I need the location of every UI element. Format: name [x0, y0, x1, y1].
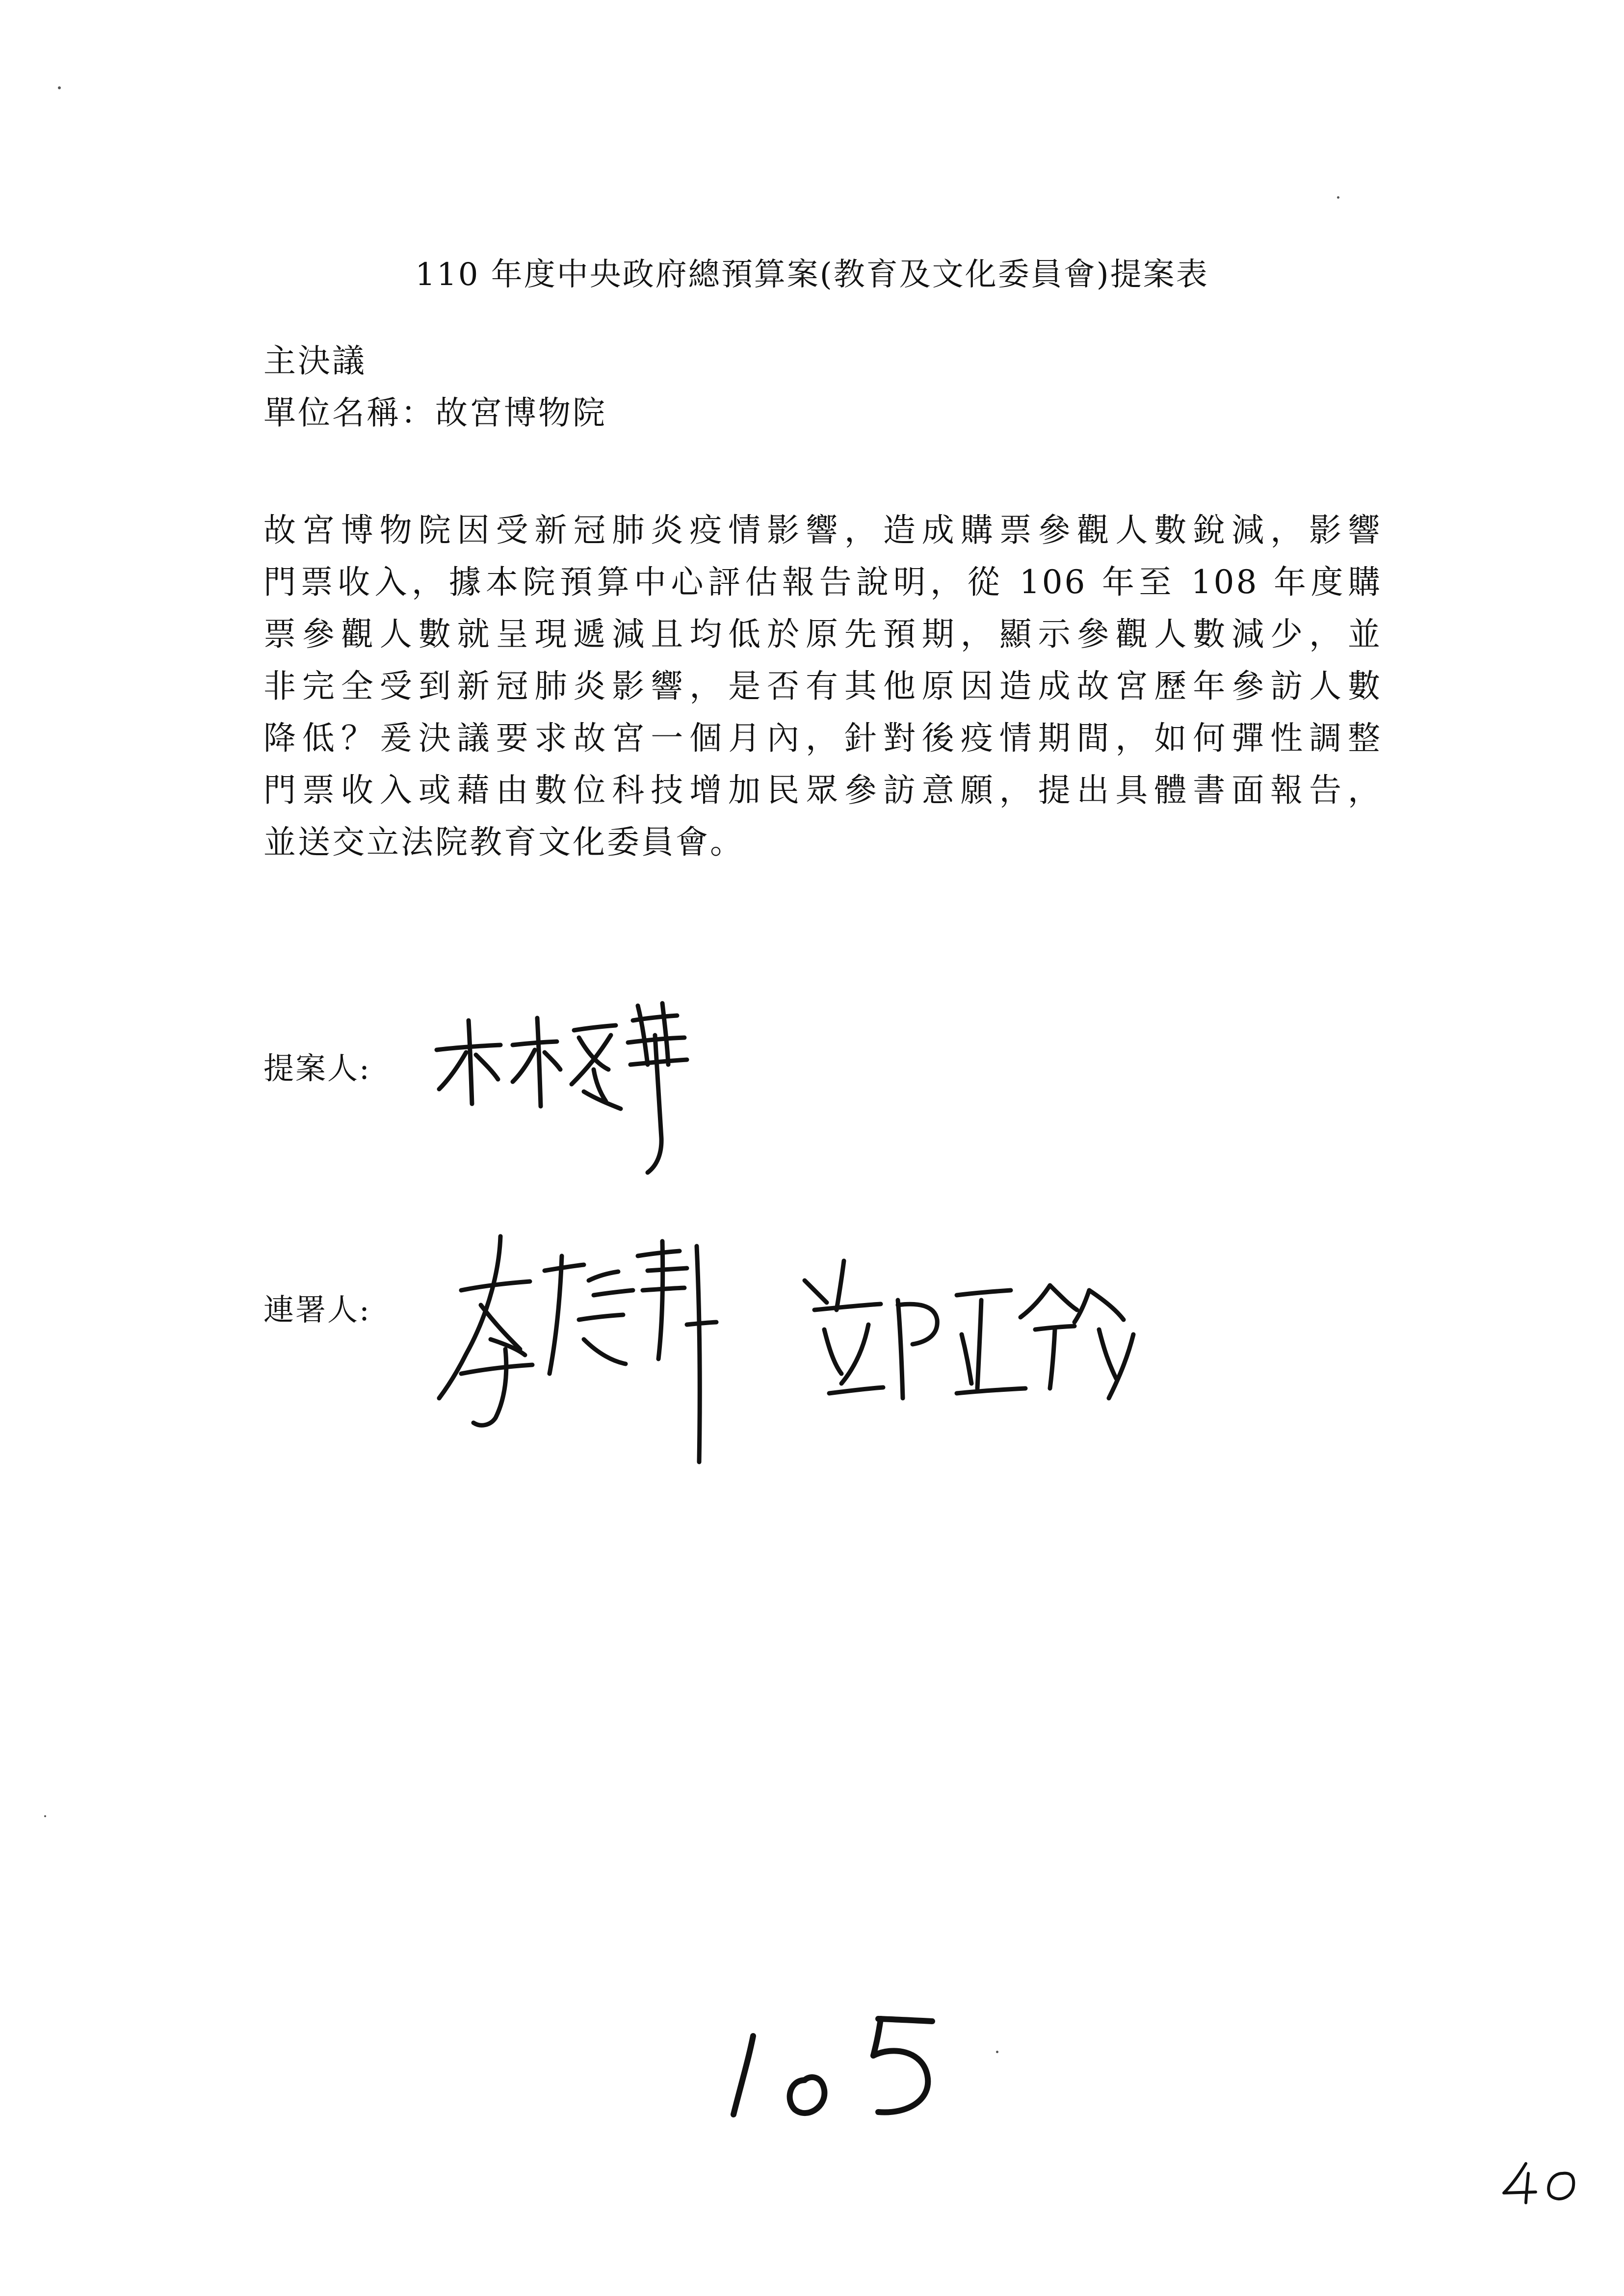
body-line: 故宮博物院因受新冠肺炎疫情影響，造成購票參觀人數銳減，影響 — [263, 511, 1382, 549]
resolution-type: 主決議 — [263, 342, 367, 380]
cosigner-label: 連署人: — [263, 1292, 371, 1328]
body-line: 非完全受到新冠肺炎影響，是否有其他原因造成故宮歷年參訪人數 — [263, 667, 1382, 705]
scan-speck — [44, 1815, 46, 1817]
unit-name: 單位名稱：故宮博物院 — [263, 394, 607, 432]
scan-speck — [1337, 196, 1339, 199]
cosigner-2-signature — [795, 1256, 1148, 1433]
proposer-label: 提案人: — [263, 1050, 371, 1086]
body-line: 票參觀人數就呈現遞減且均低於原先預期，顯示參觀人數減少，並 — [263, 615, 1382, 653]
handwritten-page-number — [716, 2007, 971, 2129]
body-line: 門票收入或藉由數位科技增加民眾參訪意願，提出具體書面報告， — [263, 771, 1382, 809]
resolution-body — [263, 504, 1382, 868]
handwritten-corner-number — [1499, 2154, 1597, 2213]
body-line: 並送交立法院教育文化委員會。 — [263, 823, 744, 861]
scan-speck — [996, 2051, 998, 2053]
cosigner-1-signature — [432, 1226, 746, 1482]
document-title: 110 年度中央政府總預算案(教育及文化委員會)提案表 — [415, 257, 1209, 293]
proposer-signature — [427, 991, 741, 1197]
body-line: 降低？爰決議要求故宮一個月內，針對後疫情期間，如何彈性調整 — [263, 719, 1382, 757]
scan-speck — [58, 86, 61, 89]
body-line: 門票收入，據本院預算中心評估報告說明，從 106 年至 108 年度購 — [263, 563, 1382, 601]
